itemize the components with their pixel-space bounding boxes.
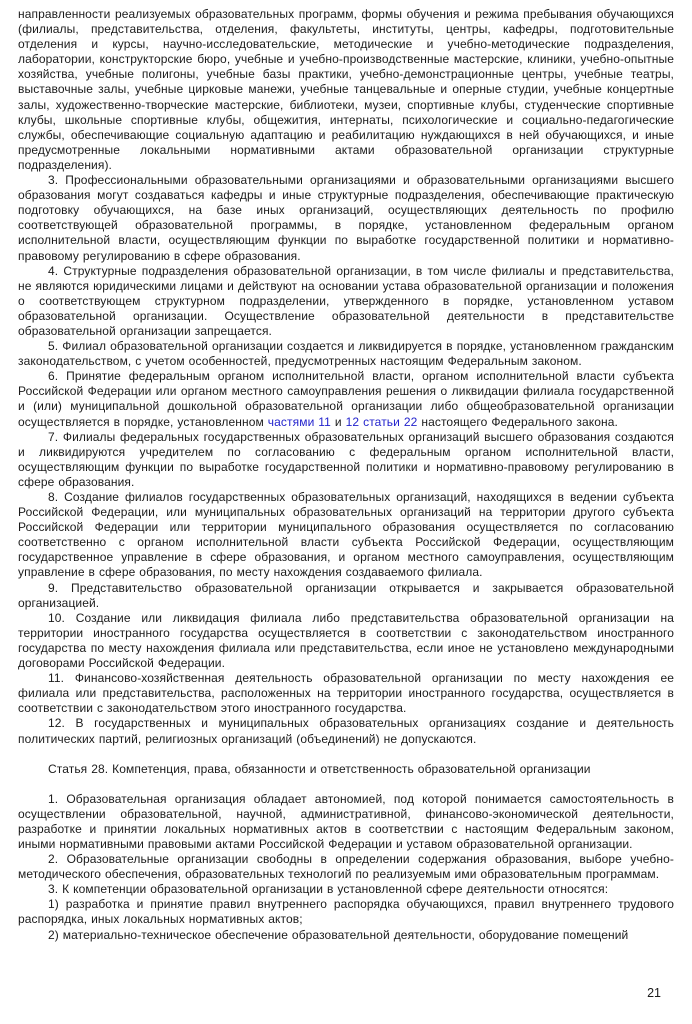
article-28-heading: Статья 28. Компетенция, права, обязанности и ответственность образовательной организации bbox=[48, 761, 591, 776]
paragraph-8: 8. Создание филиалов государственных образовательных организаций, находящихся в ведении субъекта Российской Федерации, или муниципальных образовательных организаций на территории другого субъекта Российской Федерации или территории муниципального образования осуществляется по согласованию соответственно с органом исполнительной власти субъекта Российской Федерации, осуществляющим государственное управление в сфере образования, и органом местного самоуправления, осуществляющим управление в сфере образования, по месту нахождения создаваемого филиала. bbox=[18, 490, 674, 580]
article-28-paragraph-1: 1. Образовательная организация обладает автономией, под которой понимается самостоятельность в осуществлении образовательной, научной, административной, финансово-экономической деятельности, разработке и принятии локальных нормативных актов в соответствии с настоящим Федеральным законом, иными нормативными правовыми актами Российской Федерации и уставом образовательной организации. bbox=[18, 791, 674, 851]
paragraph-11: 11. Финансово-хозяйственная деятельность образовательной организации по месту нахождения ее филиала или представительства, расположенных на территории иностранного государства, осуществляется в соответствии с законодательством этого иностранного государства. bbox=[18, 671, 674, 716]
article-28-paragraph-2: 2. Образовательные организации свободны в определении содержания образования, выборе учебно-методического обеспечения, образовательных технологий по реализуемым ими образовательным программам. bbox=[18, 852, 674, 882]
page-number: 21 bbox=[647, 986, 661, 1000]
link-part-12-article-22[interactable]: 12 статьи 22 bbox=[345, 414, 418, 429]
paragraph-6-suffix: настоящего Федерального закона. bbox=[417, 414, 618, 429]
paragraph-9: 9. Представительство образовательной организации открывается и закрывается образовательной организацией. bbox=[18, 580, 674, 610]
paragraph-continuation: направленности реализуемых образовательных программ, формы обучения и режима пребывания обучающихся (филиалы, представительства, отделения, факультеты, институты, центры, кафедры, подготовительные отделения и курсы, научно-исследовательские, методические и учебно-методические подразделения, лаборатории, конструкторские бюро, учебные и учебно-производственные мастерские, клиники, учебно-опытные хозяйства, учебные полигоны, учебные базы практики, учебно-демонстрационные центры, учебные театры, выставочные залы, учебные цирковые манежи, учебные танцевальные и оперные студии, учебные концертные залы, художественно-творческие мастерские, библиотеки, музеи, спортивные клубы, студенческие спортивные клубы, школьные спортивные клубы, общежития, интернаты, психологические и социально-педагогические службы, обеспечивающие социальную адаптацию и реабилитацию нуждающихся в ней обучающихся, и иные предусмотренные локальными нормативными актами образовательной организации структурные подразделения). bbox=[18, 7, 674, 172]
paragraph-3: 3. Профессиональными образовательными организациями и образовательными организациями высшего образования могут создаваться кафедры и иные структурные подразделения, обеспечивающие практическую подготовку обучающихся, на базе иных организаций, осуществляющих деятельность по профилю соответствующей образовательной программы, в порядке, установленном федеральным органом исполнительной власти, осуществляющим функции по выработке государственной политики и нормативно-правовому регулированию в сфере образования. bbox=[18, 173, 674, 263]
paragraph-12: 12. В государственных и муниципальных образовательных организациях создание и деятельность политических партий, религиозных организаций (объединений) не допускаются. bbox=[18, 716, 674, 746]
link-parts-11[interactable]: частями 11 bbox=[267, 414, 331, 429]
article-28-item-2: 2) материально-техническое обеспечение образовательной деятельности, оборудование помещений bbox=[48, 927, 629, 942]
paragraph-6-text: 6. Принятие федеральным органом исполнительной власти, органом исполнительной власти субъекта Российской Федерации или органом местного самоуправления решения о ликвидации филиала государственной и (или) муниципальной дошкольной образовательной организации либо общеобразовательной организации осуществляется в порядке, установленном bbox=[18, 369, 674, 429]
paragraph-7: 7. Филиалы федеральных государственных образовательных организаций высшего образования создаются и ликвидируются учредителем по согласованию с федеральным органом исполнительной власти, осуществляющим функции по выработке государственной политики и нормативно-правовому регулированию в сфере образования. bbox=[18, 429, 674, 489]
paragraph-5: 5. Филиал образовательной организации создается и ликвидируется в порядке, установленном гражданским законодательством, с учетом особенностей, предусмотренных настоящим Федеральным законом. bbox=[18, 339, 674, 369]
article-28-item-1: 1) разработка и принятие правил внутреннего распорядка обучающихся, правил внутреннего трудового распорядка, иных локальных нормативных актов; bbox=[18, 897, 674, 927]
paragraph-4: 4. Структурные подразделения образовательной организации, в том числе филиалы и представительства, не являются юридическими лицами и действуют на основании устава образовательной организации и положения о соответствующем структурном подразделении, утвержденного в порядке, установленном уставом образовательной организации. Осуществление образовательной деятельности в представительстве образовательной организации запрещается. bbox=[18, 263, 674, 338]
article-28-paragraph-3: 3. К компетенции образовательной организации в установленной сфере деятельности относятся: bbox=[48, 882, 609, 897]
paragraph-6-conjunction: и bbox=[330, 414, 346, 429]
paragraph-6 bbox=[18, 369, 674, 429]
paragraph-10: 10. Создание или ликвидация филиала либо представительства образовательной организации на территории иностранного государства осуществляется в соответствии с законодательством иностранного государства по месту нахождения филиала или представительства, если иное не установлено международными договорами Российской Федерации. bbox=[18, 610, 674, 671]
document-text-block bbox=[18, 7, 674, 943]
